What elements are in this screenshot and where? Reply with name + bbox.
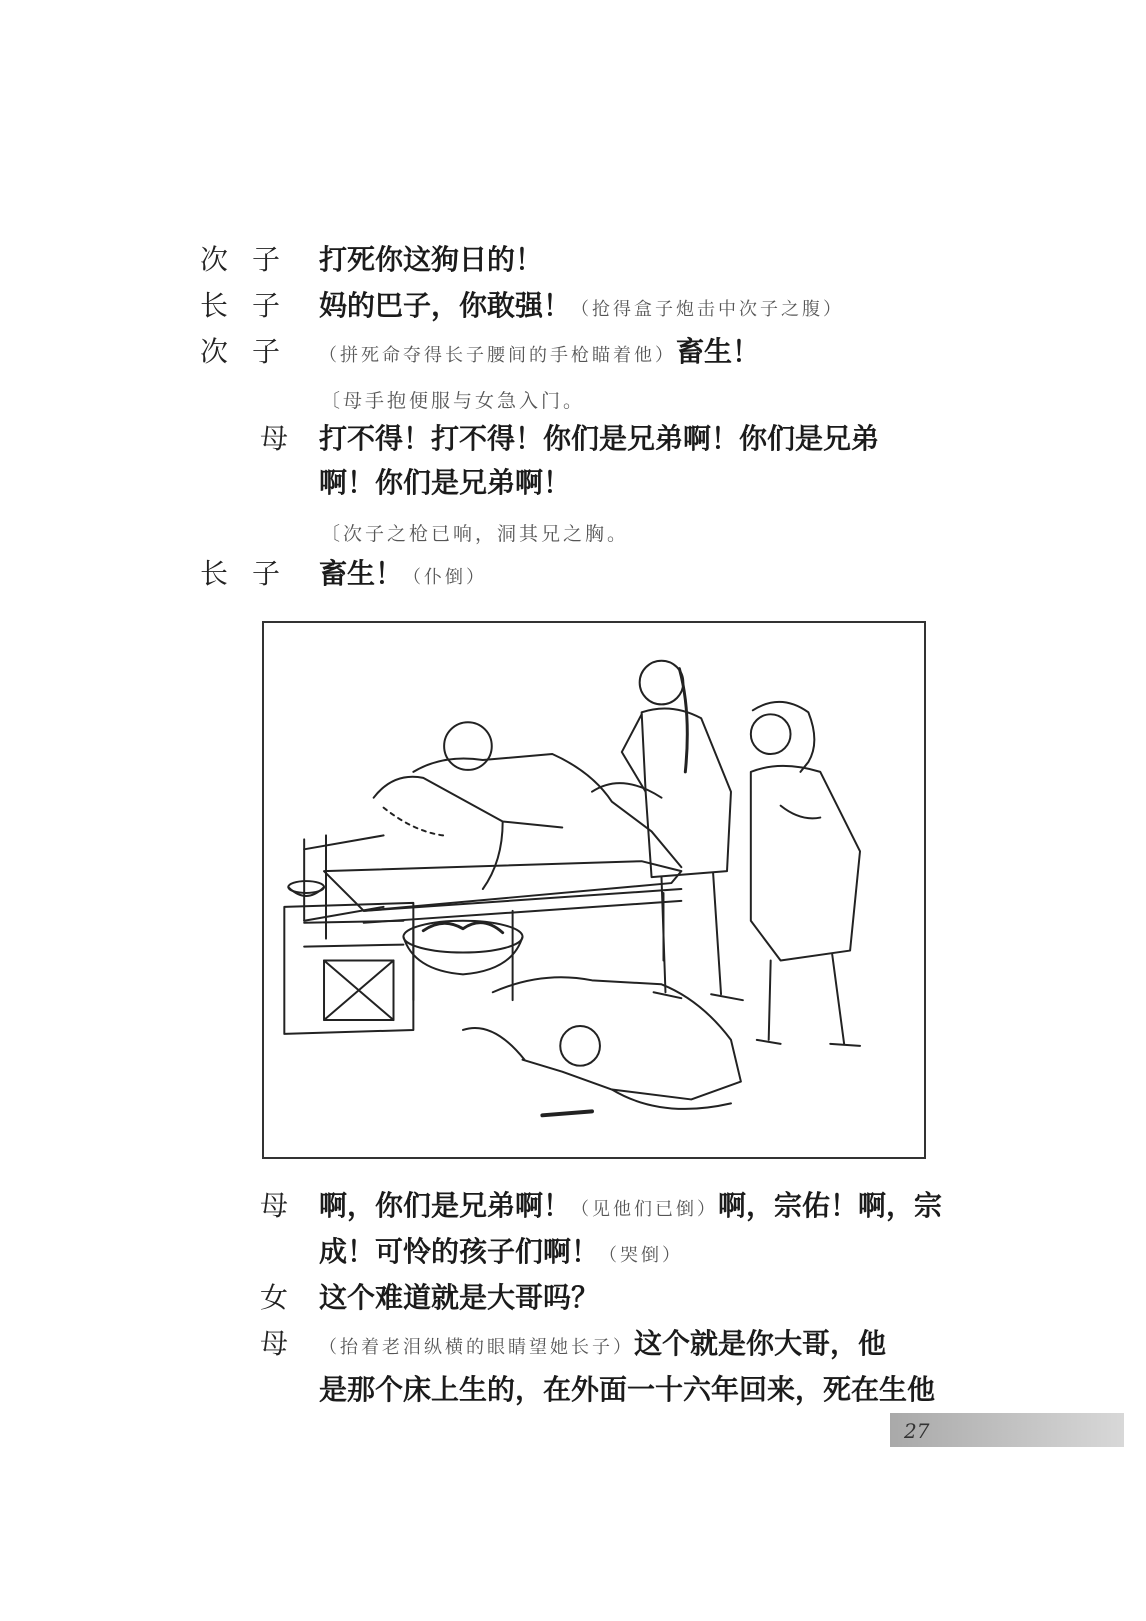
stage-direction: （仆倒） — [403, 567, 488, 588]
dialogue-speech: 妈的巴子，你敢强！ — [319, 289, 572, 322]
dialogue-text: 这个难道就是大哥吗？ — [319, 1281, 600, 1314]
stage-direction: （拼死命夺得长子腰间的手枪瞄着他） — [319, 345, 676, 366]
stage-direction: （哭倒） — [599, 1245, 684, 1266]
dialogue-text: 打不得！打不得！你们是兄弟啊！你们是兄弟 — [319, 422, 880, 455]
speaker-label: 次子 — [200, 243, 305, 276]
dialogue-text: 打死你这狗日的！ — [319, 243, 544, 276]
speaker-label: 女 — [260, 1281, 289, 1314]
stage-direction: （抬着老泪纵横的眼睛望她长子） — [319, 1337, 634, 1358]
page-number-bar — [890, 1413, 1124, 1447]
dialogue-speech: 啊，你们是兄弟啊！ — [319, 1189, 572, 1222]
speaker-label: 次子 — [200, 335, 305, 368]
speaker-label: 母 — [260, 1327, 289, 1360]
dialogue-text: 是那个床上生的，在外面一十六年回来，死在生他 — [319, 1373, 936, 1406]
page-number: 27 — [904, 1419, 930, 1443]
dialogue-text — [319, 1189, 943, 1222]
line-drawing — [264, 623, 924, 1157]
scene-illustration — [262, 621, 926, 1159]
stage-direction: （抢得盒子炮击中次子之腹） — [571, 299, 845, 320]
speaker-label: 母 — [260, 422, 289, 455]
dialogue-text — [319, 1235, 684, 1268]
dialogue-speech: 畜生！ — [319, 557, 404, 590]
speaker-label: 母 — [260, 1189, 289, 1222]
stage-direction: （见他们已倒） — [571, 1199, 719, 1220]
dialogue-text: 啊！你们是兄弟啊！ — [319, 466, 572, 499]
dialogue-text — [319, 1327, 887, 1360]
dialogue-text — [319, 335, 761, 368]
dialogue-speech: 这个就是你大哥，他 — [634, 1327, 887, 1360]
dialogue-text — [319, 289, 845, 322]
speaker-label: 长子 — [200, 557, 305, 590]
dialogue-text — [319, 557, 488, 590]
speaker-label: 长子 — [200, 289, 305, 322]
stage-direction: 〔次子之枪已响，洞其兄之胸。 — [321, 523, 630, 545]
dialogue-speech: 啊，宗佑！啊，宗 — [718, 1189, 943, 1222]
dialogue-speech: 畜生！ — [676, 335, 761, 368]
dialogue-speech: 成！可怜的孩子们啊！ — [319, 1235, 600, 1268]
stage-direction: 〔母手抱便服与女急入门。 — [321, 390, 586, 412]
